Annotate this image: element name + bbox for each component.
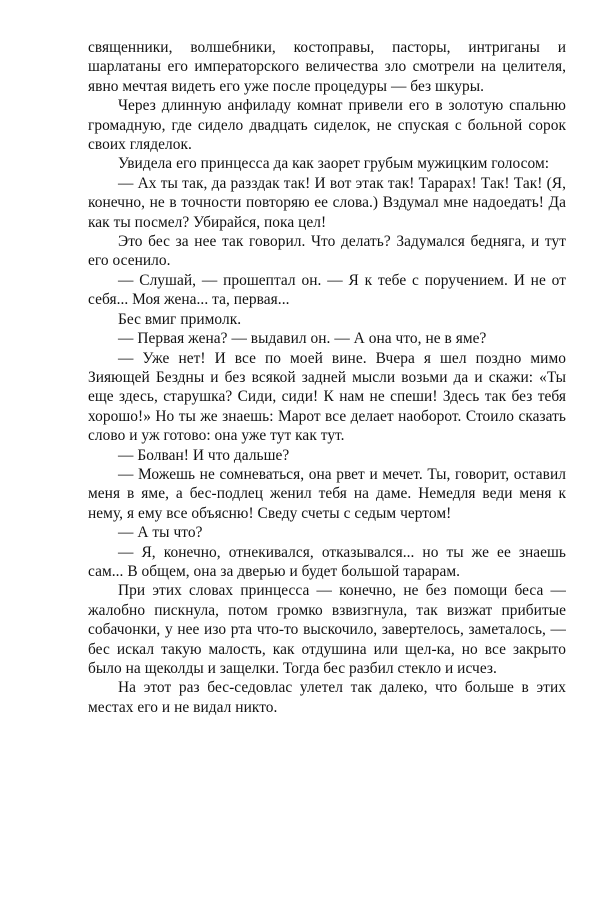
paragraph: — Ах ты так, да разздак так! И вот этак так! Тарарах! Так! Так! (Я, конечно, не в точности повторяю ее слова.) Вздумал мне надоедать! Да как ты посмел? Убирайся, пока цел!	[88, 174, 566, 231]
paragraph: При этих словах принцесса — конечно, не без помощи беса — жалобно пискнула, потом громко взвизгнула, так визжат прибитые собачонки, у нее изо рта что-то выскочило, завертелось, заметалось, — бес искал такую малость, как отдушина или щел-ка, но все закрыто было на щеколды и защелки. Тогда бес разбил стекло и исчез.	[88, 582, 566, 677]
paragraph: — Уже нет! И все по моей вине. Вчера я шел поздно мимо Зияющей Бездны и без всякой задней мысли возьми да и скажи: «Ты еще здесь, старушка? Сиди, сиди! К нам не спеши! Здесь так без тебя хорошо!» Но ты же знаешь: Марот все делает наоборот. Стоило сказать слово и уж готово: она уже тут как тут.	[88, 349, 566, 445]
paragraph: Бес вмиг примолк.	[118, 310, 242, 328]
paragraph: Это бес за нее так говорил. Что делать? Задумался бедняга, и тут его осенило.	[88, 233, 566, 270]
paragraph: — Я, конечно, отнекивался, отказывался... но ты же ее знаешь сам... В общем, она за дверью и будет большой тарарам.	[88, 543, 566, 580]
paragraph: На этот раз бес-седовлас улетел так далеко, что больше в этих местах его и не видал никто.	[88, 679, 566, 716]
paragraph: — Болван! И что дальше?	[118, 446, 290, 464]
paragraph: Увидела его принцесса да как заорет грубым мужицким голосом:	[118, 155, 550, 173]
paragraph: — А ты что?	[118, 524, 203, 542]
paragraph: — Слушай, — прошептал он. — Я к тебе с поручением. И не от себя... Моя жена... та, первая...	[88, 271, 566, 309]
paragraph: — Можешь не сомневаться, она рвет и мечет. Ты, говорит, оставил меня в яме, а бес-подлец женил тебя на даме. Немедля веди меня к нему, я ему все объясню! Сведу счеты с седым чертом!	[88, 465, 566, 522]
paragraph: — Первая жена? — выдавил он. — А она что, не в яме?	[118, 330, 487, 348]
paragraph: Через длинную анфиладу комнат привели его в золотую спальню громадную, где сидело двадцать сиделок, не спуская с больной сорок своих гляделок.	[88, 97, 566, 154]
page-text	[88, 38, 566, 717]
paragraph: священники, волшебники, костоправы, пасторы, интриганы и шарлатаны его императорского величества зло смотрели на целителя, явно мечтая видеть его уже после процедуры — без шкуры.	[88, 39, 566, 95]
